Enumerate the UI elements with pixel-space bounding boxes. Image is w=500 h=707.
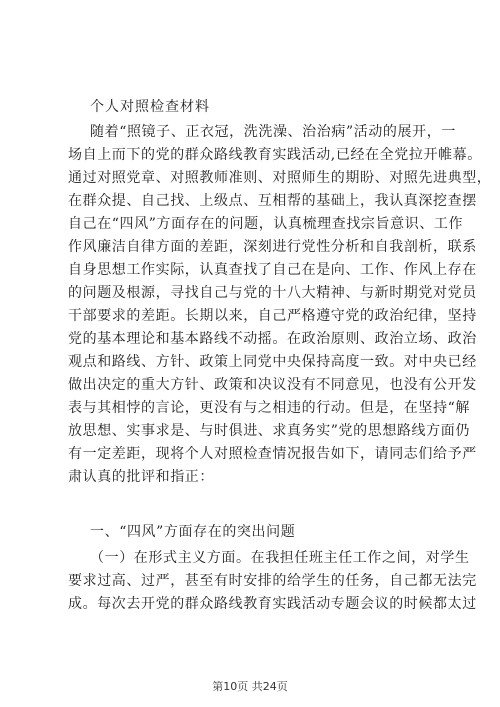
page-number-footer: 第10页 共24页 (212, 680, 288, 693)
body-line: 肃认真的批评和指正： (68, 469, 214, 485)
body-line: 自身思想工作实际，认真查找了自己在是向、工作、作风上存在 (68, 262, 477, 278)
body-line: 表与其相悖的言论，更没有与之相违的行动。但是，在坚持“解 (68, 400, 470, 416)
body-line: 干部要求的差距。长期以来，自己严格遵守党的政治纪律，坚持 (68, 308, 477, 324)
body-line: 放思想、实事求是、与时俱进、求真务实”党的思想路线方面仍 (68, 423, 470, 439)
body-line: 作风廉洁自律方面的差距，深刻进行党性分析和自我剖析，联系 (68, 239, 477, 255)
section-heading: 一、“四风”方面存在的突出问题 (90, 524, 296, 540)
body-line: 自己在“四风”方面存在的问题，认真梳理查找宗旨意识、工作 (68, 216, 464, 232)
body-line: 党的基本理论和基本路线不动摇。在政治原则、政治立场、政治 (68, 331, 477, 347)
body-line: 有一定差距，现将个人对照检查情况报告如下，请同志们给予严 (68, 446, 477, 462)
body-line: 的问题及根源，寻找自己与党的十八大精神、与新时期党对党员 (68, 285, 477, 301)
body-line: 做出决定的重大方针、政策和决议没有不同意见，也没有公开发 (68, 377, 477, 393)
document-title: 个人对照检查材料 (90, 99, 210, 115)
body-line: 随着“照镜子、正衣冠，洗洗澡、治治病”活动的展开，一 (90, 124, 456, 140)
body-line: 观点和路线、方针、政策上同党中央保持高度一致。对中央已经 (68, 354, 477, 370)
body-line: 成。每次去开党的群众路线教育实践活动专题会议的时候都太过 (68, 596, 477, 612)
body-line: 通过对照党章、对照教师准则、对照师生的期盼、对照先进典型， (68, 170, 492, 186)
body-line: 在群众提、自己找、上级点、互相帮的基础上，我认真深挖查摆 (68, 193, 477, 209)
body-line: 场自上而下的党的群众路线教育实践活动,已经在全党拉开帷幕。 (68, 147, 482, 163)
body-line: （一）在形式主义方面。在我担任班主任工作之间，对学生 (90, 550, 470, 566)
body-line: 要求过高、过严，甚至有时安排的给学生的任务，自己都无法完 (68, 573, 477, 589)
